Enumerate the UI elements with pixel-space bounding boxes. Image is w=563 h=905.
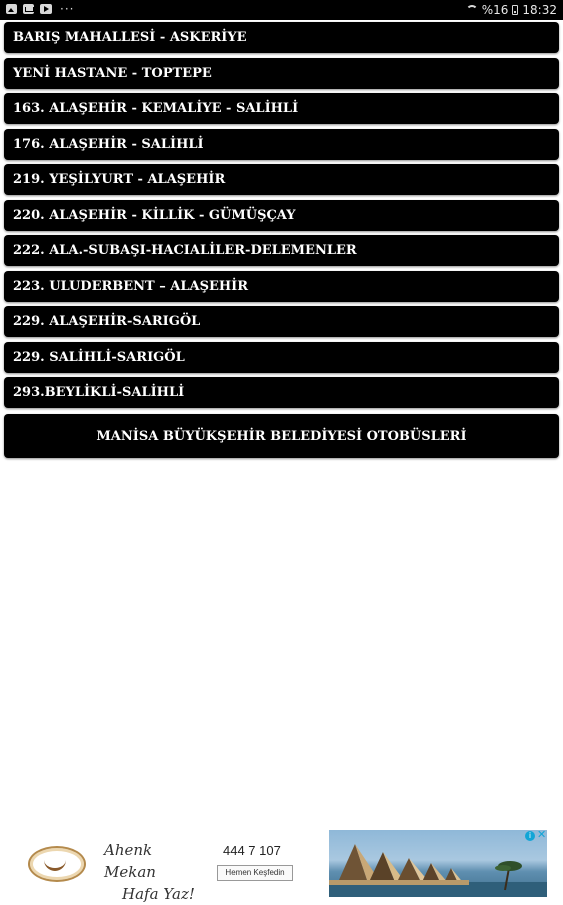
status-bar (0, 0, 563, 20)
route-button[interactable]: BARIŞ MAHALLESİ - ASKERİYE (4, 22, 559, 53)
status-notification-icons (6, 4, 74, 14)
route-button[interactable]: 223. ULUDERBENT – ALAŞEHİR (4, 271, 559, 302)
ad-cta-button[interactable]: Hemen Keşfedin (217, 865, 293, 881)
manisa-municipality-buses-button[interactable]: MANİSA BÜYÜKŞEHİR BELEDİYESİ OTOBÜSLERİ (4, 414, 559, 458)
message-icon (23, 4, 34, 14)
ad-info-icon[interactable]: i (525, 831, 535, 841)
play-store-icon (40, 4, 52, 14)
ad-photo (329, 830, 547, 897)
route-button[interactable]: 229. ALAŞEHİR-SARIGÖL (4, 306, 559, 337)
more-notifications-indicator: ··· (60, 2, 75, 16)
ad-close-icon[interactable]: ✕ (537, 828, 547, 841)
route-button[interactable]: 163. ALAŞEHİR - KEMALİYE - SALİHLİ (4, 93, 559, 124)
route-button[interactable]: 222. ALA.-SUBAŞI-HACIALİLER-DELEMENLER (4, 235, 559, 266)
ad-slogan-line-2: Hafa Yaz! (122, 885, 195, 903)
route-button[interactable]: 220. ALAŞEHİR - KİLLİK - GÜMÜŞÇAY (4, 200, 559, 231)
route-button[interactable]: 293.BEYLİKLİ-SALİHLİ (4, 377, 559, 408)
route-button[interactable]: 176. ALAŞEHİR - SALİHLİ (4, 129, 559, 160)
battery-percent: %16 (481, 3, 509, 17)
status-system-icons (466, 3, 557, 17)
ad-slogan-line-1: Ahenk Mekan (104, 841, 156, 881)
clock: 18:32 (522, 3, 557, 17)
route-button[interactable]: YENİ HASTANE - TOPTEPE (4, 58, 559, 89)
ad-banner[interactable] (0, 827, 563, 903)
battery-icon (512, 5, 518, 15)
route-list (4, 22, 559, 413)
ad-photo-tents-illustration (329, 830, 547, 897)
ad-slogan (104, 839, 204, 905)
route-button[interactable]: 219. YEŞİLYURT - ALAŞEHİR (4, 164, 559, 195)
ad-phone-number: 444 7 107 (223, 843, 281, 858)
gallery-icon (6, 4, 17, 14)
wifi-icon (466, 5, 478, 15)
route-button[interactable]: 229. SALİHLİ-SARIGÖL (4, 342, 559, 373)
ad-brand-logo (28, 846, 86, 882)
